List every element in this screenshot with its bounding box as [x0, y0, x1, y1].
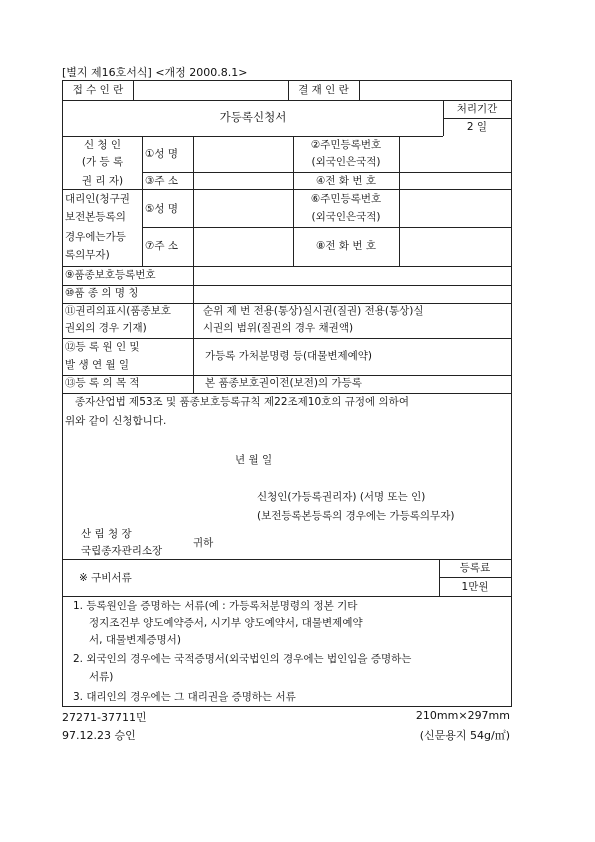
approval-date: 97.12.23 승인 [62, 729, 136, 742]
document-item-1-line-3: 서, 대물변제증명서) [89, 634, 181, 646]
applicant-label-3: 권 리 자) [81, 175, 124, 187]
document-item-1-line-2: 정지조건부 양도예약증서, 시기부 양도예약서, 대물변제예약 [89, 617, 363, 629]
registration-purpose-value: 본 품종보호권이전(보전)의 가등록 [205, 377, 362, 389]
form-title: 가등록신청서 [219, 110, 287, 124]
agent-phone-label: ⑧전 화 번 호 [316, 240, 376, 252]
paper-type: (신문용지 54g/㎡) [419, 729, 510, 742]
addressee-2: 국립종자관리소장 [81, 545, 163, 557]
agent-id-label: ⑥주민등록번호 [310, 193, 382, 205]
declaration-line-2: 위와 같이 신청합니다. [65, 415, 167, 427]
agent-label-2: 보전본등록의 [65, 211, 126, 223]
registration-cause-label-2: 발 생 연 월 일 [65, 359, 130, 371]
applicant-address-label: ③주 소 [145, 175, 179, 187]
document-item-2-line-1: 2. 외국인의 경우에는 국적증명서(외국법인의 경우에는 법인임을 증명하는 [73, 653, 412, 665]
processing-period-label: 처리기간 [456, 103, 498, 115]
agent-label-4: 록의무자) [65, 249, 110, 261]
agent-id-sublabel: (외국인은국적) [311, 211, 381, 223]
fee-label: 등록료 [459, 562, 491, 574]
document-item-1-line-1: 1. 등록원인을 증명하는 서류(예 : 가등록처분명령의 정본 기타 [73, 600, 358, 612]
registration-purpose-label: ⑬등 록 의 목 적 [65, 377, 140, 389]
variety-name-label: ⑩품 종 의 명 칭 [65, 287, 139, 299]
addressee-1: 산 림 청 장 [81, 528, 132, 540]
agent-label-3: 경우에는가등 [65, 231, 126, 243]
document-item-3: 3. 대리인의 경우에는 그 대리권을 증명하는 서류 [73, 691, 296, 703]
approval-stamp-label: 결 재 인 란 [298, 84, 349, 96]
variety-registration-number-label: ⑨품종보호등록번호 [65, 269, 156, 281]
applicant-label-1: 신 청 인 [83, 139, 122, 151]
form-reference: [별지 제16호서식] <개정 2000.8.1> [62, 66, 248, 79]
applicant-phone-label: ④전 화 번 호 [316, 175, 376, 187]
right-indication-label-1: ⑪권리의표시(품종보호 [65, 305, 171, 317]
applicant-id-sublabel: (외국인은국적) [311, 156, 381, 168]
agent-label-1: 대리인(청구권 [65, 193, 130, 205]
registration-cause-label-1: ⑫등 록 원 인 및 [65, 341, 140, 353]
form-code: 27271-37711민 [62, 711, 147, 724]
applicant-name-label: ①성 명 [145, 148, 179, 160]
right-indication-value-2: 시권의 범위(질권의 경우 채권액) [203, 322, 354, 334]
processing-period-value: 2 일 [466, 121, 488, 133]
signer-line: 신청인(가등록권리자) (서명 또는 인) [257, 491, 426, 503]
honorific: 귀하 [193, 537, 214, 549]
document-item-2-line-2: 서류) [89, 671, 114, 683]
right-indication-label-2: 권외의 경우 기재) [65, 322, 147, 334]
declaration-line-1: 종자산업법 제53조 및 품종보호등록규칙 제22조제10호의 규정에 의하여 [75, 396, 409, 408]
right-indication-value-1: 순위 제 번 전용(통상)실시권(질권) 전용(통상)실 [203, 305, 424, 317]
application-date: 년 월 일 [235, 454, 273, 466]
applicant-id-label: ②주민등록번호 [310, 139, 382, 151]
signer-note: (보전등록본등록의 경우에는 가등록의무자) [257, 510, 455, 522]
fee-value: 1만원 [461, 581, 489, 593]
application-form [62, 80, 512, 707]
agent-name-label: ⑤성 명 [145, 203, 179, 215]
applicant-label-2: (가 등 록 [81, 156, 124, 168]
paper-size: 210mm×297mm [415, 709, 510, 722]
required-documents-title: ※ 구비서류 [79, 572, 132, 584]
receipt-stamp-label: 접 수 인 란 [72, 84, 124, 96]
registration-cause-value: 가등록 가처분명령 등(대물변제예약) [205, 350, 373, 362]
agent-address-label: ⑦주 소 [145, 240, 179, 252]
